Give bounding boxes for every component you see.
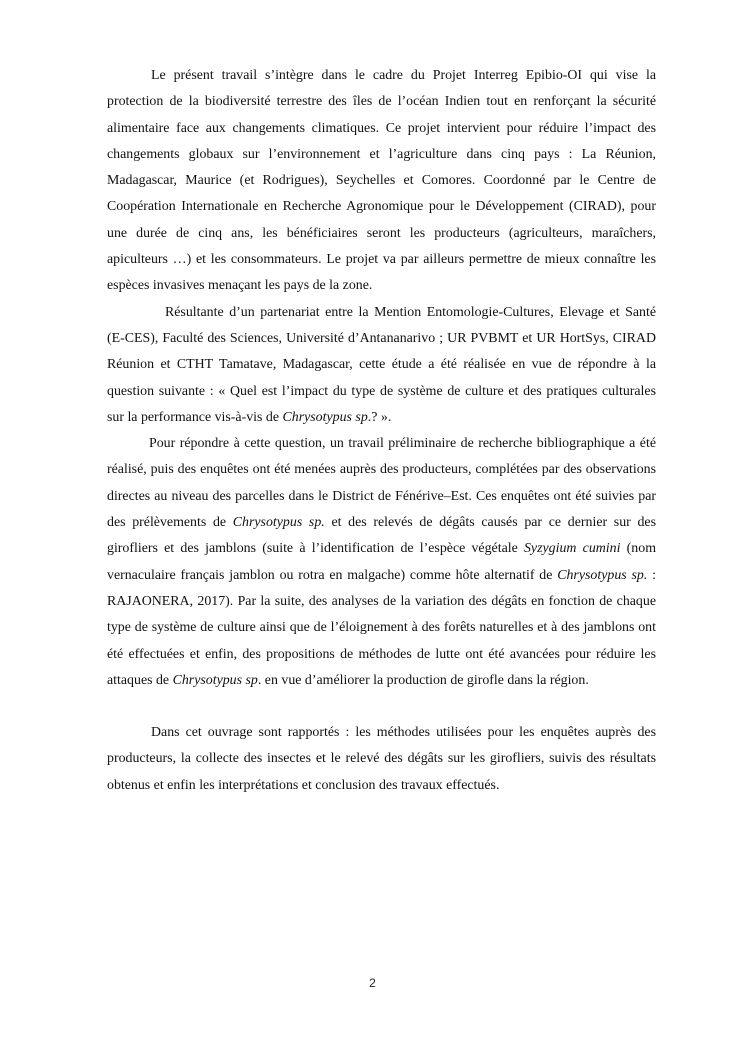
paragraph-spacer [107, 694, 656, 720]
page-number: 2 [369, 976, 376, 990]
species-name: Chrysotypus sp. [232, 515, 325, 531]
species-name: Chrysotypus sp. [557, 567, 648, 583]
species-name: Chrysotypus sp [172, 672, 258, 688]
paragraph-text: Pour répondre à cette question, un travail préliminaire de recherche bibliographique a été réalisé, puis des enquêtes ont été menées auprès des producteurs, complétées par des observations directes au niveau des parcelles dans le District de Fénérive–Est. Ces enquêtes ont été suivies par des prélèvements de [107, 436, 656, 531]
paragraph-text: Résultante d’un partenariat entre la Mention Entomologie-Cultures, Elevage et Santé (E-CES), Faculté des Sciences, Université d’Antananarivo ; UR PVBMT et UR HortSys, CIRAD Réunion et CTHT Tamatave, Madagascar, cette étude a été réalisée en vue de répondre à la question suivante : « Quel est l’impact du type de système de culture et des pratiques culturales sur la performance vis-à-vis de [107, 304, 656, 425]
species-name: Chrysotypus sp [282, 409, 368, 425]
paragraph-text: : RAJAONERA, 2017). Par la suite, des analyses de la variation des dégâts en fonction de chaque type de système de culture ainsi que de l’éloignement à des forêts naturelles et à des jamblons ont été effectuées et enfin, des propositions de méthodes de lutte ont été avancées pour réduire les attaques de [107, 567, 657, 688]
paragraph-text: (nom vernaculaire français jamblon ou rotra en malgache) comme hôte alternatif de [107, 541, 657, 583]
paragraph-text: . en vue d’améliorer la production de girofle dans la région. [257, 672, 589, 688]
paragraph-contents-summary: Dans cet ouvrage sont rapportés : les méthodes utilisées pour les enquêtes auprès des producteurs, la collecte des insectes et le relevé des dégâts sur les girofliers, suivis des résultats obtenus et enfin les interprétations et conclusion des travaux effectués. [107, 725, 656, 793]
paragraph-methodology [107, 431, 656, 694]
paragraph-partnership [107, 300, 656, 431]
paragraph-text: et des relevés de dégâts causés par ce dernier sur des girofliers et des jamblons (suite à l’identification de l’espèce végétale [107, 515, 656, 557]
species-name: Syzygium cumini [523, 541, 621, 557]
paragraph-text: .? ». [367, 409, 392, 425]
document-body [107, 63, 656, 799]
paragraph-project-context: Le présent travail s’intègre dans le cadre du Projet Interreg Epibio-OI qui vise la protection de la biodiversité terrestre des îles de l’océan Indien tout en renforçant la sécurité alimentaire face aux changements climatiques. Ce projet intervient pour réduire l’impact des changements globaux sur l’environnement et l’agriculture dans cinq pays : La Réunion, Madagascar, Maurice (et Rodrigues), Seychelles et Comores. Coordonné par le Centre de Coopération Internationale en Recherche Agronomique pour le Développement (CIRAD), pour une durée de cinq ans, les bénéficiaires seront les producteurs (agriculteurs, maraîchers, apiculteurs …) et les consommateurs. Le projet va par ailleurs permettre de mieux connaître les espèces invasives menaçant les pays de la zone. [107, 68, 656, 294]
